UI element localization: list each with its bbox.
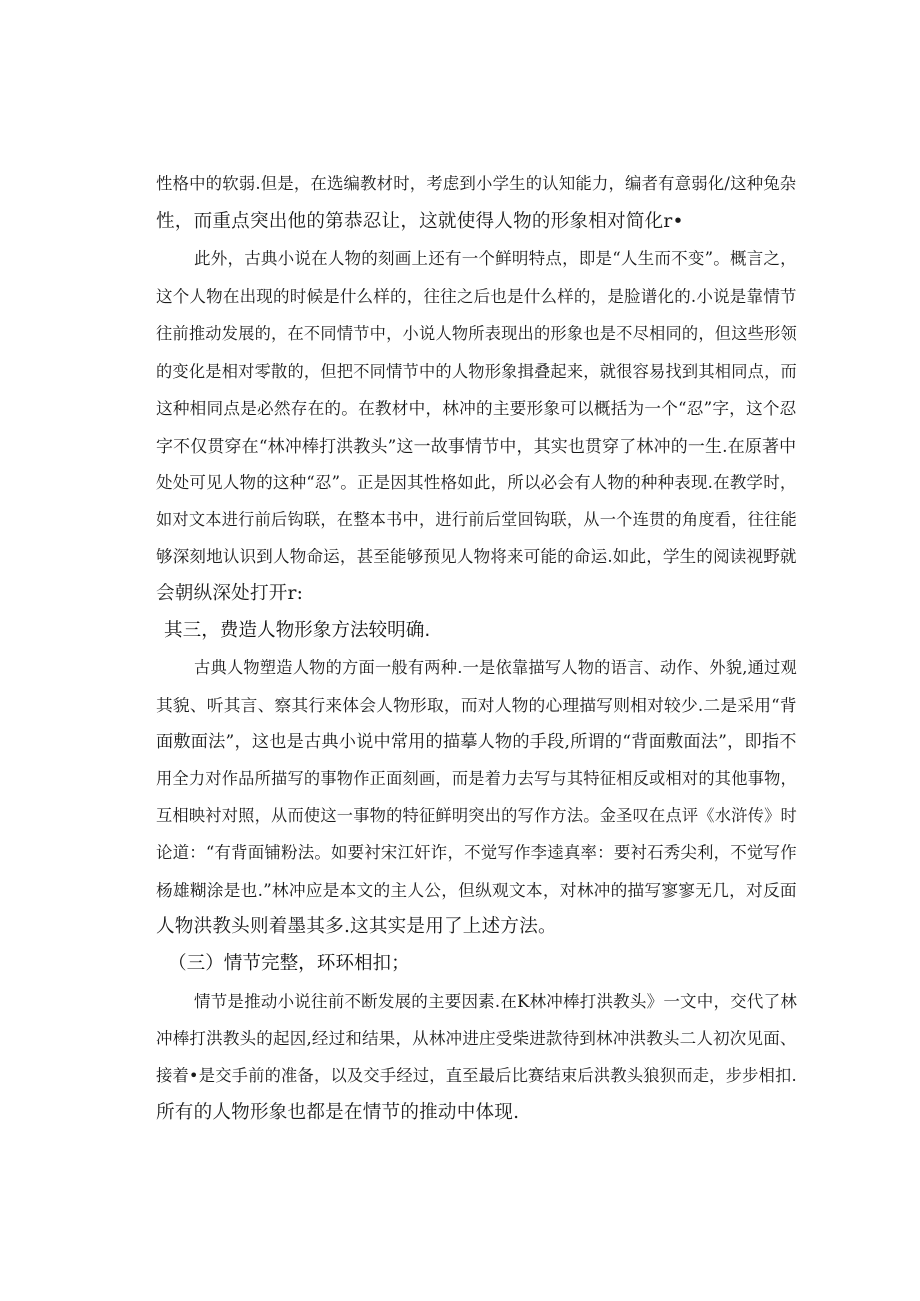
section-heading: 其三，费造人物形象方法较明确. xyxy=(164,620,431,641)
paragraph-line: 论道：“有背面铺粉法。如要衬宋江奸诈，不觉写作李逵真率：要衬石秀尖利，不觉写作 xyxy=(156,843,797,862)
paragraph-line: 够深刻地认识到人物命运，甚至能够预见人物将来可能的命运.如此，学生的阅读视野就 xyxy=(156,547,797,566)
paragraph-line: 用全力对作品所描写的事物作正面刻画，而是着力去写与其特征相反或相对的其他事物， xyxy=(156,769,797,788)
paragraph-line: 人物洪教头则着墨其多.这其实是用了上述方法。 xyxy=(156,916,557,937)
paragraph-line: 此外，古典小说在人物的刻画上还有一个鲜明特点，即是“人生而不变”。概言之， xyxy=(194,249,797,268)
paragraph-line: 性，而重点突出他的第恭忍让，这就使得人物的形象相对简化r• xyxy=(156,211,684,232)
paragraph-line: 这个人物在出现的时候是什么样的，往往之后也是什么样的，是脸谱化的.小说是靠情节 xyxy=(156,287,797,306)
paragraph-line: 情节是推动小说往前不断发展的主要因素.在K林冲棒打洪教头》一文中，交代了林 xyxy=(194,992,798,1011)
paragraph-line: 杨雄糊涂是也.”林冲应是本文的主人公，但纵观文本，对林冲的描写寥寥无几，对反面 xyxy=(156,880,797,900)
paragraph-line: 会朝纵深处打开r: xyxy=(156,583,304,604)
paragraph-line: 的变化是相对零散的，但把不同情节中的人物形象揖叠起来，就很容易找到其相同点，而 xyxy=(156,362,797,381)
paragraph-line: 这种相同点是必然存在的。在教材中，林冲的主要形象可以概括为一个“忍”字，这个忍 xyxy=(156,399,797,418)
paragraph-line: 接着•是交手前的准备，以及交手经过，直至最后比赛结束后洪教头狼狈而走，步步相扣. xyxy=(156,1066,797,1085)
paragraph-line: 所有的人物形象也都是在情节的推动中体现. xyxy=(156,1102,520,1123)
paragraph-line: 字不仅贯穿在“林冲棒打洪教头”这一故事情节中，其实也贯穿了林冲的一生.在原著中 xyxy=(156,436,797,456)
paragraph-line: 如对文本进行前后钩联，在整本书中，进行前后堂回钩联，从一个连贯的角度看，往往能 xyxy=(156,510,797,529)
section-heading: （三）情节完整，环环相扣； xyxy=(168,953,410,974)
paragraph-line: 性格中的软弱.但是，在选编教材时，考虑到小学生的认知能力，编者有意弱化/这种兔杂 xyxy=(156,174,797,193)
paragraph-line: 其貌、听其言、察其行来体会人物形取，而对人物的心理描写则相对较少.二是采用“背 xyxy=(156,695,797,715)
paragraph-line: 冲棒打洪教头的起因,经过和结果，从林冲进庄受柴进款待到林冲洪教头二人初次见面、 xyxy=(156,1029,797,1048)
paragraph-line: 互相映衬对照，从而使这一事物的特征鲜明突出的写作方法。金圣叹在点评《水浒传》时 xyxy=(156,806,797,825)
paragraph-line: 面敷面法”，这也是古典小说中常用的描摹人物的手段,所谓的“背面敷面法”，即指不 xyxy=(156,732,797,752)
paragraph-line: 古典人物塑造人物的方面一般有两种.一是依靠描写人物的语言、动作、外貌,通过观 xyxy=(194,658,797,677)
paragraph-line: 往前推动发展的，在不同情节中，小说人物所表现出的形象也是不尽相同的，但这些形领 xyxy=(156,324,797,343)
paragraph-line: 处处可见人物的这种“忍”。正是因其性格如此，所以必会有人物的种种表现.在教学时， xyxy=(156,473,797,492)
